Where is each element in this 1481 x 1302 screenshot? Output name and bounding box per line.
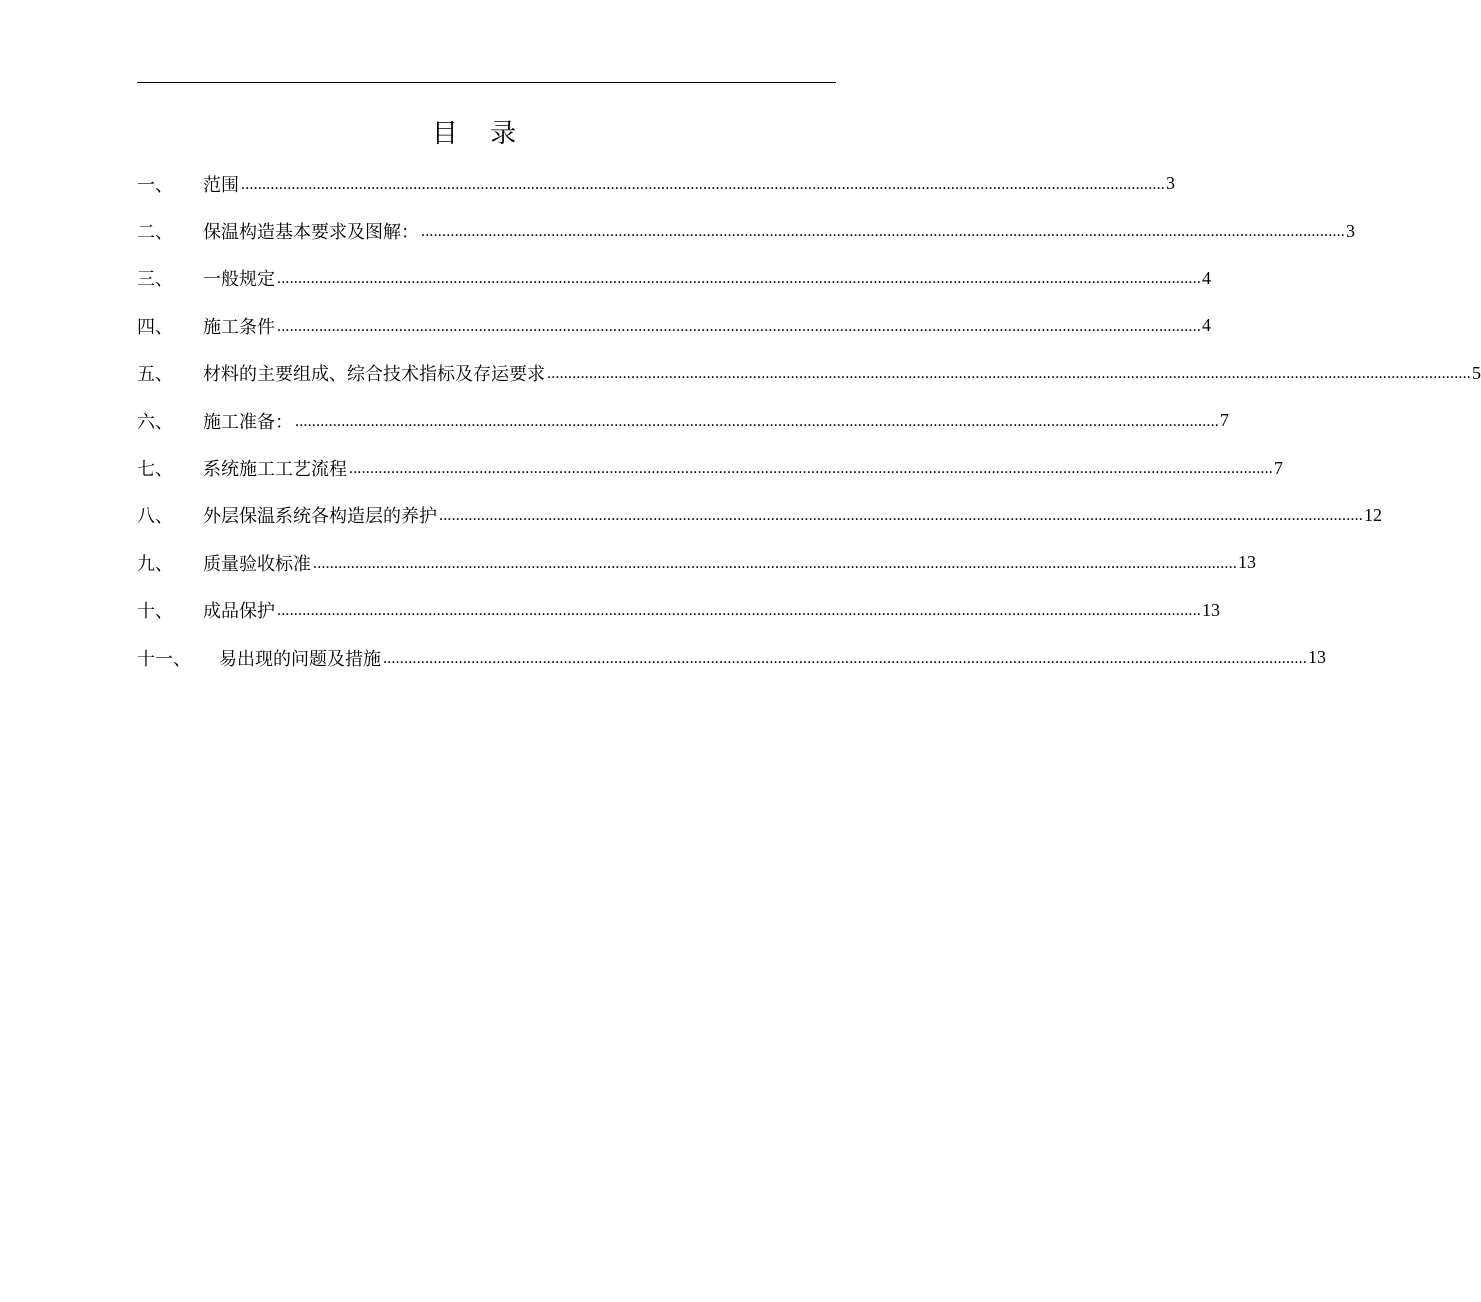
toc-entry[interactable] xyxy=(137,539,1256,586)
toc-leader-dots: ............................................................................................................................................................................................................................ xyxy=(295,412,1219,430)
header-rule xyxy=(137,82,836,83)
toc-entry[interactable] xyxy=(137,302,1211,349)
toc-entry-number: 二、 xyxy=(137,222,173,244)
toc-entry-label: 外层保温系统各构造层的养护 xyxy=(203,506,437,528)
toc-entry-label: 施工准备： xyxy=(203,411,293,433)
toc-entry-page: 4 xyxy=(1202,315,1211,336)
toc-entry-label: 范围 xyxy=(203,174,239,196)
toc-entry-page: 13 xyxy=(1202,599,1220,620)
toc-entry[interactable] xyxy=(137,444,1283,491)
toc-entry-label: 系统施工工艺流程 xyxy=(203,459,347,481)
toc-entry-number: 三、 xyxy=(137,269,173,291)
toc-leader-dots: ............................................................................................................................................................................................................................ xyxy=(349,460,1273,478)
toc-entry-label: 施工条件 xyxy=(203,316,275,338)
toc-entry-number: 六、 xyxy=(137,411,173,433)
toc-entry[interactable] xyxy=(137,587,1220,634)
toc-entry-label: 一般规定 xyxy=(203,269,275,291)
toc-entry-number: 九、 xyxy=(137,553,173,575)
toc-title: 目 录 xyxy=(431,119,529,149)
toc-leader-dots: ............................................................................................................................................................................................................................ xyxy=(241,175,1165,193)
toc-leader-dots: ............................................................................................................................................................................................................................ xyxy=(547,365,1471,383)
toc-entry[interactable] xyxy=(137,397,1229,444)
toc-entry-label: 成品保护 xyxy=(203,601,275,623)
toc-entry-page: 4 xyxy=(1202,267,1211,288)
toc-entry-number: 十、 xyxy=(137,601,173,623)
toc-entry-page: 12 xyxy=(1364,504,1382,525)
table-of-contents xyxy=(137,160,1481,681)
toc-entry-page: 13 xyxy=(1238,552,1256,573)
toc-entry[interactable] xyxy=(137,255,1211,302)
toc-leader-dots: ............................................................................................................................................................................................................................ xyxy=(421,223,1345,241)
toc-entry[interactable] xyxy=(137,160,1175,207)
toc-entry-number: 一、 xyxy=(137,174,173,196)
toc-leader-dots: ............................................................................................................................................................................................................................ xyxy=(439,507,1363,525)
toc-entry-page: 13 xyxy=(1308,647,1326,668)
toc-entry-page: 3 xyxy=(1346,220,1355,241)
toc-entry-label: 质量验收标准 xyxy=(203,553,311,575)
toc-entry-page: 5 xyxy=(1472,362,1481,383)
toc-entry-number: 十一、 xyxy=(137,648,191,670)
toc-entry-page: 3 xyxy=(1166,173,1175,194)
toc-entry-label: 材料的主要组成、综合技术指标及存运要求 xyxy=(203,364,545,386)
toc-entry[interactable] xyxy=(137,350,1481,397)
toc-leader-dots: ............................................................................................................................................................................................................................ xyxy=(277,602,1201,620)
toc-entry-number: 七、 xyxy=(137,459,173,481)
toc-entry-label: 保温构造基本要求及图解： xyxy=(203,222,419,244)
toc-entry-page: 7 xyxy=(1220,410,1229,431)
toc-leader-dots: ............................................................................................................................................................................................................................ xyxy=(277,317,1201,335)
toc-entry-page: 7 xyxy=(1274,457,1283,478)
toc-entry-label: 易出现的问题及措施 xyxy=(219,648,381,670)
toc-entry-number: 五、 xyxy=(137,364,173,386)
toc-entry[interactable] xyxy=(137,634,1326,681)
toc-leader-dots: ............................................................................................................................................................................................................................ xyxy=(383,649,1307,667)
toc-entry-number: 四、 xyxy=(137,316,173,338)
toc-entry[interactable] xyxy=(137,207,1355,254)
toc-entry[interactable] xyxy=(137,492,1382,539)
toc-leader-dots: ............................................................................................................................................................................................................................ xyxy=(313,554,1237,572)
toc-entry-number: 八、 xyxy=(137,506,173,528)
toc-leader-dots: ............................................................................................................................................................................................................................ xyxy=(277,270,1201,288)
